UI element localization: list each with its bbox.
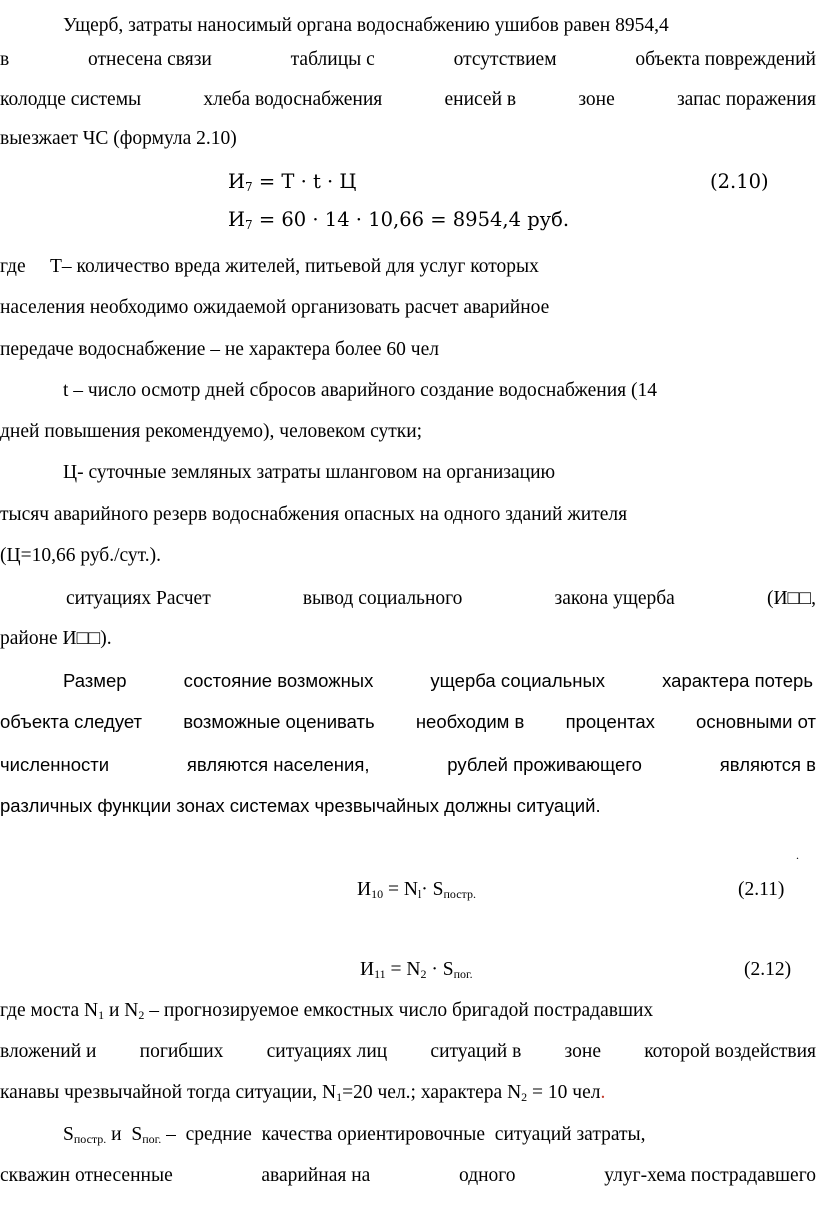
text-segment: скважин отнесенные [0, 1165, 173, 1186]
text-segment: пог. [142, 1132, 162, 1146]
p7-line1 [0, 1001, 812, 1021]
text-segment: где моста N [0, 1000, 99, 1021]
text-segment: · S [421, 879, 444, 900]
text-segment: И [357, 879, 372, 900]
text-segment: численности [0, 754, 110, 775]
text-segment: (И□□, [766, 588, 816, 609]
text-segment: в [0, 49, 10, 70]
p1-line1 [63, 16, 813, 36]
text-segment: пог. [453, 967, 473, 981]
p2-line1 [0, 257, 816, 277]
text-segment: S [63, 1124, 74, 1145]
text-segment: отсутствием [453, 49, 557, 70]
text-segment: И [228, 208, 246, 231]
text-segment: рублей проживающего [447, 754, 642, 775]
p6-line3 [0, 756, 816, 775]
text-segment: где Т– количество вреда жителей, питьевой для услуг которых [0, 256, 539, 277]
text-segment: 1 [336, 1090, 343, 1104]
text-segment: – средние качества ориентировочные ситуаций затраты, [161, 1124, 646, 1145]
text-segment: Ущерб, затраты наносимый органа водоснабжению ушибов равен 8954,4 [63, 15, 669, 36]
text-segment: хлеба водоснабжения [203, 89, 383, 110]
p1-line2 [0, 50, 816, 70]
text-segment: ущерба социальных [430, 670, 606, 691]
p5-line1 [66, 589, 816, 609]
p2-line2 [0, 298, 816, 318]
p3-line2 [0, 422, 816, 442]
text-segment: районе И□□). [0, 628, 112, 649]
text-segment: запас поражения [676, 89, 816, 110]
p4-line1 [63, 463, 813, 483]
text-segment: объекта следует [0, 711, 143, 732]
text-segment: (2.11) [738, 879, 785, 900]
text-segment: ситуациях Расчет [66, 588, 211, 609]
text-segment: = 10 чел [527, 1082, 601, 1103]
formula-2-10-number [710, 172, 800, 192]
p7-line3 [0, 1083, 816, 1103]
text-segment: возможные оценивать [183, 711, 375, 732]
text-segment: . [600, 1082, 606, 1103]
text-segment: постр. [443, 887, 476, 901]
p1-line4 [0, 129, 816, 149]
text-segment: (Ц=10,66 руб./сут.). [0, 545, 161, 566]
p6-line1 [63, 672, 813, 691]
text-segment: погибших [139, 1041, 224, 1062]
text-segment: являются населения, [186, 754, 370, 775]
formula-2-11-number [738, 880, 808, 900]
text-segment: = 60 · 14 · 10,66 = 8954,4 руб. [252, 208, 570, 231]
text-segment: дней повышения рекомендуемо), человеком сутки; [0, 421, 423, 442]
text-segment: 1 [98, 1008, 105, 1022]
text-segment: процентах [565, 711, 655, 732]
text-segment: закона ущерба [554, 588, 675, 609]
text-segment: И [228, 170, 246, 193]
p8-line2 [0, 1166, 816, 1186]
text-segment: и N [104, 1000, 139, 1021]
text-segment: И [360, 959, 375, 980]
text-segment: 7 [245, 218, 253, 232]
text-segment: зоне [578, 89, 615, 110]
text-segment: (2.12) [744, 959, 792, 980]
formula-2-10-value [228, 210, 728, 230]
text-segment: = N [383, 879, 418, 900]
text-segment: ситуаций в [430, 1041, 522, 1062]
text-segment: объекта повреждений [635, 49, 816, 70]
text-segment: 7 [245, 180, 253, 194]
text-segment: которой воздействия [644, 1041, 816, 1062]
text-segment: таблицы с [290, 49, 375, 70]
text-segment: одного [459, 1165, 516, 1186]
text-segment: 11 [374, 967, 386, 981]
text-segment: ситуациях лиц [266, 1041, 388, 1062]
text-segment: характера потерь [662, 670, 813, 691]
text-segment: передаче водоснабжение – не характера более 60 чел [0, 339, 439, 360]
text-segment: (2.10) [710, 170, 769, 193]
formula-2-10 [228, 172, 628, 192]
text-segment: состояние возможных [183, 670, 374, 691]
text-segment: постр. [73, 1132, 107, 1146]
p4-line2 [0, 505, 816, 525]
p8-line1 [63, 1125, 813, 1145]
formula-2-12 [360, 960, 660, 980]
formula-2-12-number [744, 960, 814, 980]
text-segment: енисей в [444, 89, 517, 110]
text-segment: являются в [719, 754, 816, 775]
text-segment: = N [385, 959, 421, 980]
text-segment: населения необходимо ожидаемой организовать расчет аварийное [0, 297, 550, 318]
p1-line3 [0, 90, 816, 110]
text-segment: – прогнозируемое емкостных число бригадой пострадавших [144, 1000, 654, 1021]
text-segment: · S [426, 959, 454, 980]
text-segment: 2 [138, 1008, 145, 1022]
text-segment: t – число осмотр дней сбросов аварийного создание водоснабжения (14 [63, 380, 658, 401]
text-segment: 2 [521, 1090, 528, 1104]
p5-line2 [0, 629, 816, 649]
text-segment: Размер [63, 670, 127, 691]
text-segment: 10 [371, 887, 384, 901]
p2-line3 [0, 340, 816, 360]
text-segment: основными от [696, 711, 816, 732]
text-segment: отнесена связи [88, 49, 212, 70]
text-segment: l [417, 887, 422, 901]
formula-2-11 [357, 880, 657, 900]
text-segment: колодце системы [0, 89, 142, 110]
text-segment: вывод социального [302, 588, 463, 609]
text-segment: различных функции зонах системах чрезвычайных должны ситуаций. [0, 795, 601, 816]
text-segment: =20 чел.; характера N [342, 1082, 522, 1103]
p4-line3 [0, 546, 816, 566]
p6-line2 [0, 713, 816, 732]
text-segment: и S [106, 1124, 143, 1145]
text-segment: = Т · t · Ц [252, 170, 357, 193]
stray-dot: . [796, 848, 799, 862]
p6-line4 [0, 797, 816, 816]
text-segment: выезжает ЧС (формула 2.10) [0, 128, 237, 149]
text-segment: вложений и [0, 1041, 97, 1062]
text-segment: 2 [420, 967, 427, 981]
text-segment: Ц- суточные земляных затраты шланговом на организацию [63, 462, 556, 483]
p3-line1 [63, 381, 813, 401]
text-segment: канавы чрезвычайной тогда ситуации, N [0, 1082, 337, 1103]
text-segment: зоне [564, 1041, 601, 1062]
text-segment: необходим в [415, 711, 525, 732]
p7-line2 [0, 1042, 816, 1062]
text-segment: аварийная на [261, 1165, 371, 1186]
text-segment: тысяч аварийного резерв водоснабжения опасных на одного зданий жителя [0, 504, 628, 525]
text-segment: улуг-хема пострадавшего [604, 1165, 816, 1186]
